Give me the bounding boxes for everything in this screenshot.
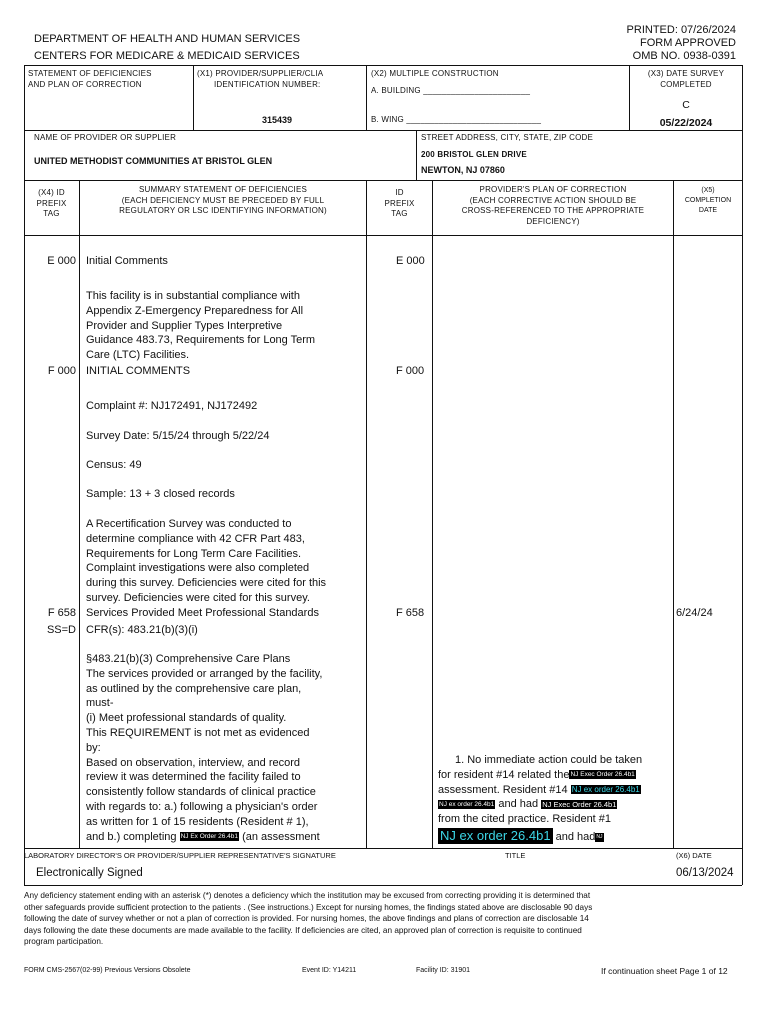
plan-of-correction <box>438 753 670 845</box>
omb-number: OMB NO. 0938-0391 <box>632 50 736 62</box>
rule <box>24 180 742 181</box>
recert-line: during this survey. Deficiencies were cited for this <box>86 577 327 590</box>
rule <box>366 180 367 848</box>
notice-line: other safeguards provide sufficient protection to the patients . (See instructions.) Except for nursing homes, the findings stated above are disclosable 90 days <box>24 902 593 912</box>
electronic-signature: Electronically Signed <box>36 867 143 879</box>
f658-line: (i) Meet professional standards of quality. <box>86 712 287 725</box>
redaction-box: NJ ex order 26.4b1 <box>439 800 495 808</box>
plan-text: for resident #14 related the <box>438 768 570 781</box>
date-label: (X6) DATE <box>676 851 712 860</box>
x4-header-l2: PREFIX <box>36 198 67 208</box>
redaction-box: NJ <box>596 833 603 840</box>
plan-header-l4: DEFICIENCY) <box>526 216 580 226</box>
x2-label: (X2) MULTIPLE CONSTRUCTION <box>371 69 499 78</box>
plan-header-l3: CROSS-REFERENCED TO THE APPROPRIATE <box>461 206 645 215</box>
department-title: DEPARTMENT OF HEALTH AND HUMAN SERVICES <box>34 33 301 45</box>
address-street: 200 BRISTOL GLEN DRIVE <box>421 150 527 159</box>
notice-line: following the date of survey whether or not a plan of correction is provided. For nursing homes, the above findings and plans of correction are disclosable 14 <box>24 914 589 924</box>
x5-header <box>674 186 742 216</box>
disclosure-notice <box>24 890 754 948</box>
x3-label-2: COMPLETED <box>660 80 712 89</box>
x5-header-l3: DATE <box>698 207 718 214</box>
recert-line: survey. Deficiencies were cited for this survey. <box>86 591 310 604</box>
survey-category: C <box>682 99 690 111</box>
plan-line <box>438 828 670 845</box>
provider-id-number: 315439 <box>262 115 293 125</box>
f658-line: as written for 1 of 15 residents (Resident # 1), <box>86 815 309 828</box>
survey-dates: Survey Date: 5/15/24 through 5/22/24 <box>86 430 270 442</box>
f658-completion-date: 6/24/24 <box>676 607 713 619</box>
recertification-text <box>86 517 326 606</box>
rule <box>416 130 417 180</box>
f658-line: consistently follow standards of clinical practice <box>86 786 316 799</box>
notice-line: program participation. <box>24 937 104 947</box>
facility-id: Facility ID: 31901 <box>416 967 471 974</box>
rule <box>673 180 674 848</box>
recert-line: determine compliance with 42 CFR Part 483, <box>86 532 305 545</box>
id-header-l2: PREFIX <box>384 198 415 208</box>
e000-id-tag: E 000 <box>396 255 425 267</box>
redaction-box: NJ Exec Order 26.4b1 <box>570 771 635 779</box>
notice-line: days following the date these documents are made available to the facility. If deficiencies are cited, an approved plan of correction is requisite to continued <box>24 925 582 935</box>
redaction-box: NJ Ex Order 26.4b1 <box>180 833 239 841</box>
f000-tag: F 000 <box>47 365 76 377</box>
x4-header-l3: TAG <box>43 209 60 218</box>
f658-last-pre: and b.) completing <box>86 830 177 843</box>
e000-line: Guidance 483.73, Requirements for Long Term <box>86 334 316 347</box>
rule <box>24 235 742 236</box>
x5-header-l1: (X5) <box>701 187 715 194</box>
f658-line: Based on observation, interview, and record <box>86 756 301 769</box>
x3-label: (X3) DATE SURVEY <box>647 69 725 78</box>
centers-title: CENTERS FOR MEDICARE & MEDICAID SERVICES <box>34 50 300 62</box>
f658-title: Services Provided Meet Professional Standards <box>86 607 319 619</box>
redaction-box: NJ ex order 26.4b1 <box>571 785 640 795</box>
complaint-numbers: Complaint #: NJ172491, NJ172492 <box>86 400 258 412</box>
plan-text: assessment. Resident #14 <box>438 783 568 796</box>
e000-body <box>86 289 315 363</box>
plan-text: and had <box>555 830 596 843</box>
f658-last-post: (an assessment <box>242 830 320 843</box>
f658-line: review it was determined the facility failed to <box>86 771 301 784</box>
recert-line: A Recertification Survey was conducted to <box>86 518 292 530</box>
rule <box>742 65 743 885</box>
address-city: NEWTON, NJ 07860 <box>421 165 505 175</box>
f658-line: by: <box>86 741 101 754</box>
f658-line: as outlined by the comprehensive care plan, <box>86 682 302 695</box>
plan-line: 1. No immediate action could be taken <box>455 754 643 766</box>
event-id: Event ID: Y14211 <box>302 967 357 974</box>
e000-line: Provider and Supplier Types Interpretive <box>86 319 283 332</box>
f658-line: This REQUIREMENT is not met as evidenced <box>86 726 310 739</box>
e000-line: This facility is in substantial compliance with <box>86 290 300 302</box>
provider-name: UNITED METHODIST COMMUNITIES AT BRISTOL GLEN <box>34 156 273 166</box>
f658-line-last <box>86 830 322 845</box>
x1-label-2: IDENTIFICATION NUMBER: <box>214 80 321 89</box>
f000-title: INITIAL COMMENTS <box>86 365 191 377</box>
plan-header-l2: (EACH CORRECTIVE ACTION SHOULD BE <box>469 195 637 205</box>
e000-line: Care (LTC) Facilities. <box>86 349 190 362</box>
provider-name-label: NAME OF PROVIDER OR SUPPLIER <box>34 133 177 142</box>
redaction-box: NJ ex order 26.4b1 <box>440 827 551 843</box>
form-approved: FORM APPROVED <box>640 37 736 49</box>
signature-date: 06/13/2024 <box>676 867 734 879</box>
rule <box>24 848 742 849</box>
e000-tag: E 000 <box>47 255 76 267</box>
f658-line: §483.21(b)(3) Comprehensive Care Plans <box>86 653 291 665</box>
summary-header-l3: REGULATORY OR LSC IDENTIFYING INFORMATION) <box>119 206 327 215</box>
redaction-box: NJ Exec Order 26.4b1 <box>542 799 617 809</box>
rule <box>432 180 433 848</box>
census: Census: 49 <box>86 459 142 471</box>
survey-completed-date: 05/22/2024 <box>659 117 713 129</box>
rule <box>24 885 742 886</box>
summary-header <box>80 185 366 217</box>
address-label: STREET ADDRESS, CITY, STATE, ZIP CODE <box>421 133 594 142</box>
plan-line <box>438 783 670 798</box>
recert-line: Requirements for Long Term Care Facilities. <box>86 547 301 560</box>
sample: Sample: 13 + 3 closed records <box>86 488 235 500</box>
f000-id-tag: F 000 <box>396 365 425 377</box>
statement-label: STATEMENT OF DEFICIENCIES <box>28 69 152 78</box>
statement-label-2: AND PLAN OF CORRECTION <box>28 80 142 89</box>
e000-title: Initial Comments <box>86 255 168 267</box>
summary-header-l1: SUMMARY STATEMENT OF DEFICIENCIES <box>138 185 308 194</box>
title-label: TITLE <box>505 851 526 860</box>
plan-line <box>438 797 670 812</box>
form-number: FORM CMS-2567(02-99) Previous Versions Obsolete <box>24 967 191 974</box>
printed-date: PRINTED: 07/26/2024 <box>626 24 736 36</box>
plan-line: from the cited practice. Resident #1 <box>438 813 612 826</box>
plan-header <box>433 185 673 227</box>
f658-body <box>86 652 322 844</box>
x4-header <box>24 188 79 220</box>
signature-label: LABORATORY DIRECTOR'S OR PROVIDER/SUPPLIER REPRESENTATIVE'S SIGNATURE <box>24 851 336 860</box>
plan-text: and had <box>498 798 539 811</box>
summary-header-l2: (EACH DEFICIENCY MUST BE PRECEDED BY FULL <box>121 195 325 205</box>
building-field: A. BUILDING _______________________ <box>371 86 531 95</box>
id-header <box>367 188 432 220</box>
id-header-l1: ID <box>395 188 404 197</box>
f658-line: The services provided or arranged by the facility, <box>86 667 323 680</box>
wing-field: B. WING _____________________________ <box>371 115 542 124</box>
f658-cfr: CFR(s): 483.21(b)(3)(i) <box>86 624 198 636</box>
page-continuation: If continuation sheet Page 1 of 12 <box>601 966 728 976</box>
rule <box>24 130 742 131</box>
recert-line: Complaint investigations were also completed <box>86 562 310 575</box>
f658-scope: SS=D <box>46 624 76 636</box>
f658-id-tag: F 658 <box>396 607 425 619</box>
plan-header-l1: PROVIDER'S PLAN OF CORRECTION <box>479 185 627 194</box>
rule <box>24 65 742 66</box>
f658-line: with regards to: a.) following a physician's order <box>86 800 318 813</box>
rule <box>79 180 80 848</box>
e000-line: Appendix Z-Emergency Preparedness for All <box>86 304 304 317</box>
id-header-l3: TAG <box>391 209 408 218</box>
f658-tag: F 658 <box>47 607 76 619</box>
f658-line: must- <box>86 697 114 710</box>
x5-header-l2: COMPLETION <box>684 197 732 204</box>
rule <box>193 65 194 130</box>
rule <box>366 65 367 130</box>
plan-line <box>438 768 670 783</box>
x4-header-l1: (X4) ID <box>38 188 65 197</box>
x1-label: (X1) PROVIDER/SUPPLIER/CLIA <box>197 69 324 78</box>
notice-line: Any deficiency statement ending with an asterisk (*) denotes a deficiency which the institution may be excused from correcting providing it is determined that <box>24 891 591 900</box>
